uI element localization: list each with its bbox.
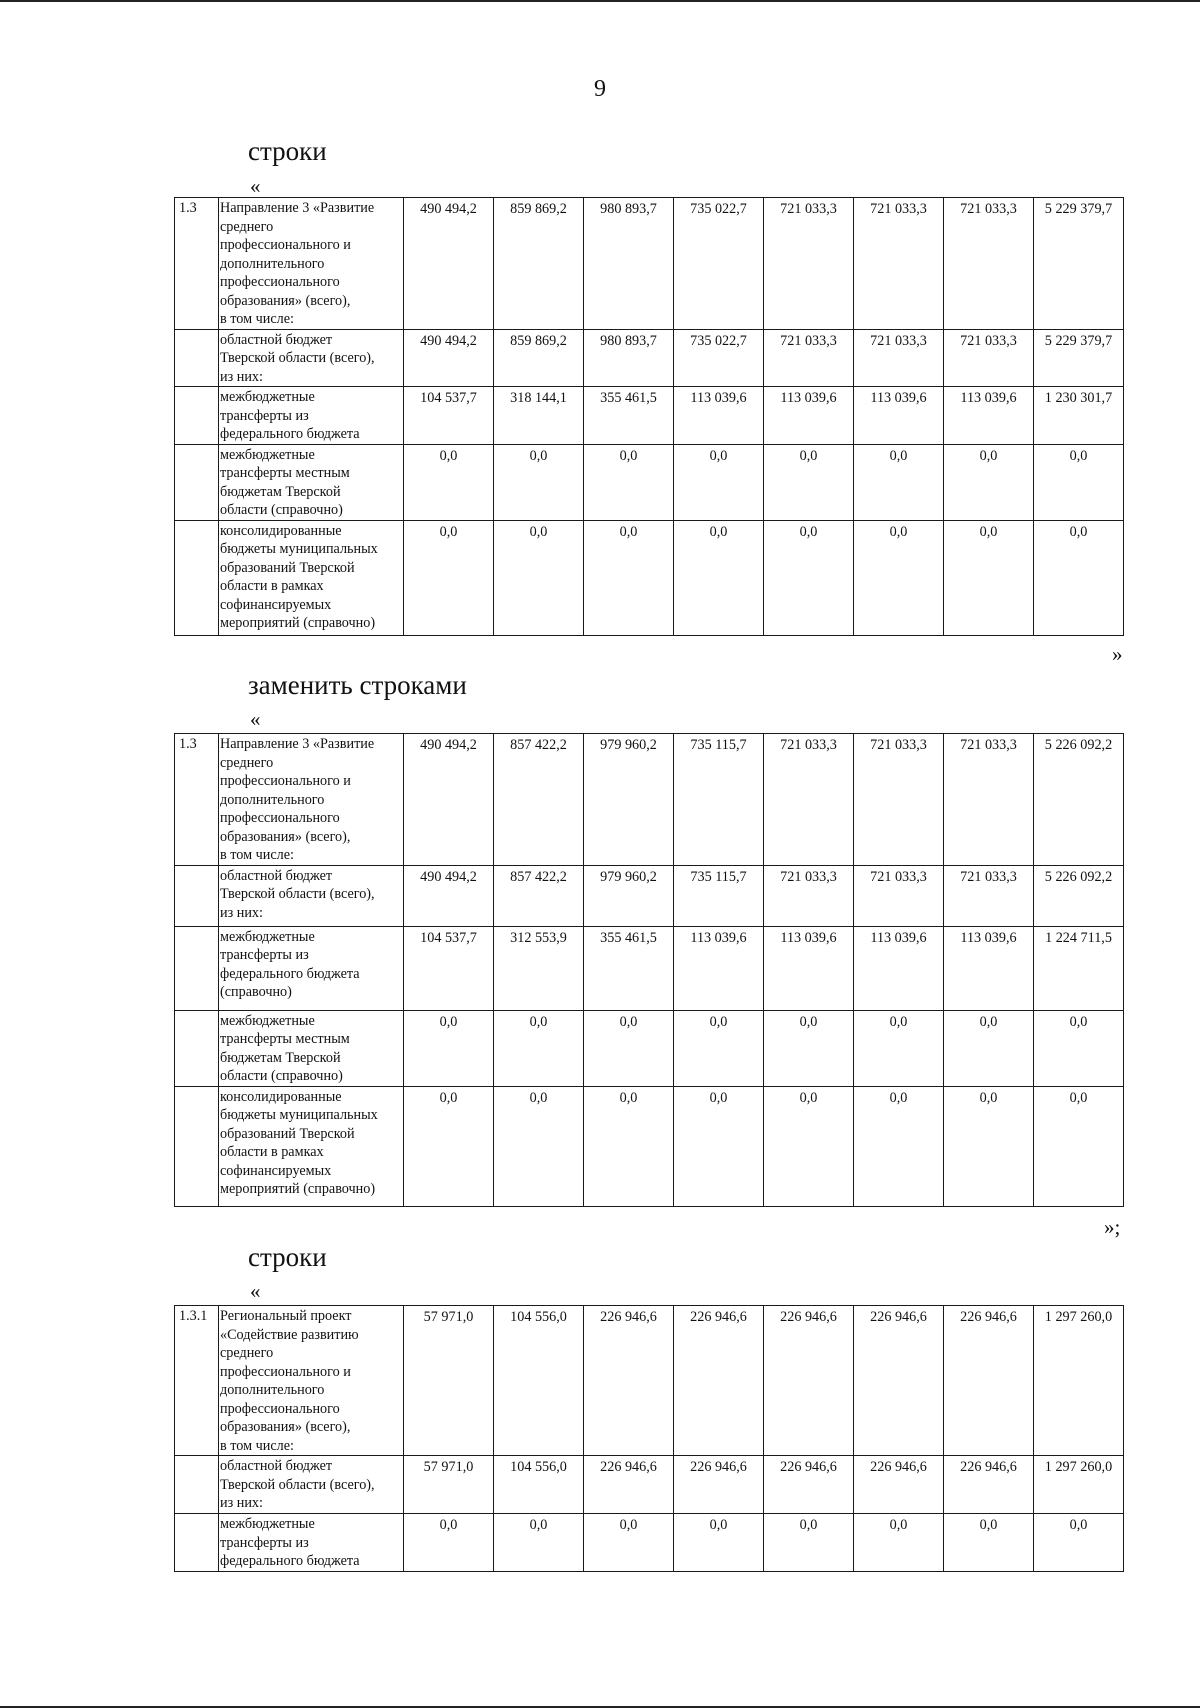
value-cell: 226 946,6	[854, 1456, 944, 1514]
block-2-heading: заменить строками	[248, 670, 467, 700]
table-row	[175, 444, 1124, 520]
value-cell: 113 039,6	[854, 926, 944, 1010]
value-cell: 318 144,1	[494, 387, 584, 445]
value-cell: 0,0	[764, 1010, 854, 1086]
value-cell: 226 946,6	[674, 1456, 764, 1514]
value-cell: 0,0	[854, 1086, 944, 1206]
value-cell: 5 229 379,7	[1034, 329, 1124, 387]
table-row	[175, 865, 1124, 926]
row-number	[175, 1010, 219, 1086]
value-cell: 721 033,3	[854, 865, 944, 926]
table-row	[175, 734, 1124, 866]
value-cell: 104 556,0	[494, 1456, 584, 1514]
value-cell: 735 115,7	[674, 734, 764, 866]
block-1-heading: строки	[248, 136, 327, 166]
value-cell: 104 537,7	[404, 387, 494, 445]
value-cell: 721 033,3	[944, 198, 1034, 330]
value-cell: 0,0	[1034, 1010, 1124, 1086]
row-label: Региональный проект «Содействие развитию среднего профессионального и дополнительного профессионального образования» (всего), в том числе:	[219, 1306, 404, 1456]
value-cell: 226 946,6	[764, 1306, 854, 1456]
row-number	[175, 329, 219, 387]
value-cell: 735 022,7	[674, 329, 764, 387]
value-cell: 57 971,0	[404, 1456, 494, 1514]
row-label: межбюджетные трансферты из федерального бюджета	[219, 387, 404, 445]
value-cell: 0,0	[764, 444, 854, 520]
value-cell: 57 971,0	[404, 1306, 494, 1456]
value-cell: 0,0	[674, 520, 764, 635]
row-number: 1.3	[175, 198, 219, 330]
value-cell: 226 946,6	[584, 1456, 674, 1514]
table-row	[175, 198, 1124, 330]
value-cell: 113 039,6	[764, 387, 854, 445]
block-2-table	[174, 733, 1124, 1207]
value-cell: 721 033,3	[854, 734, 944, 866]
value-cell: 0,0	[584, 444, 674, 520]
value-cell: 490 494,2	[404, 329, 494, 387]
value-cell: 0,0	[854, 520, 944, 635]
value-cell: 226 946,6	[854, 1306, 944, 1456]
value-cell: 735 115,7	[674, 865, 764, 926]
table-row	[175, 1086, 1124, 1206]
value-cell: 0,0	[1034, 1086, 1124, 1206]
block-1-close-quote: »	[1112, 642, 1123, 666]
row-label: межбюджетные трансферты из федерального бюджета	[219, 1514, 404, 1572]
value-cell: 721 033,3	[764, 198, 854, 330]
value-cell: 226 946,6	[944, 1456, 1034, 1514]
value-cell: 857 422,2	[494, 734, 584, 866]
value-cell: 0,0	[404, 1086, 494, 1206]
value-cell: 0,0	[1034, 1514, 1124, 1572]
block-3-heading: строки	[248, 1242, 327, 1272]
value-cell: 113 039,6	[944, 926, 1034, 1010]
value-cell: 721 033,3	[944, 865, 1034, 926]
value-cell: 355 461,5	[584, 387, 674, 445]
row-label: межбюджетные трансферты местным бюджетам Тверской области (справочно)	[219, 444, 404, 520]
value-cell: 721 033,3	[764, 329, 854, 387]
value-cell: 0,0	[854, 1514, 944, 1572]
value-cell: 355 461,5	[584, 926, 674, 1010]
value-cell: 5 226 092,2	[1034, 734, 1124, 866]
table-row	[175, 1456, 1124, 1514]
row-number	[175, 926, 219, 1010]
value-cell: 0,0	[584, 1010, 674, 1086]
value-cell: 113 039,6	[764, 926, 854, 1010]
row-number: 1.3.1	[175, 1306, 219, 1456]
value-cell: 226 946,6	[674, 1306, 764, 1456]
value-cell: 0,0	[494, 1514, 584, 1572]
value-cell: 0,0	[764, 1514, 854, 1572]
page-number: 9	[594, 76, 606, 102]
table-row	[175, 387, 1124, 445]
value-cell: 1 297 260,0	[1034, 1306, 1124, 1456]
block-3-open-quote: «	[250, 1279, 261, 1303]
value-cell: 226 946,6	[584, 1306, 674, 1456]
value-cell: 5 229 379,7	[1034, 198, 1124, 330]
value-cell: 0,0	[494, 1086, 584, 1206]
value-cell: 721 033,3	[854, 329, 944, 387]
value-cell: 721 033,3	[764, 734, 854, 866]
value-cell: 0,0	[674, 1086, 764, 1206]
value-cell: 721 033,3	[764, 865, 854, 926]
value-cell: 980 893,7	[584, 329, 674, 387]
row-label: областной бюджет Тверской области (всего), из них:	[219, 329, 404, 387]
value-cell: 0,0	[854, 1010, 944, 1086]
value-cell: 0,0	[944, 444, 1034, 520]
value-cell: 113 039,6	[944, 387, 1034, 445]
value-cell: 0,0	[944, 1514, 1034, 1572]
value-cell: 0,0	[944, 1086, 1034, 1206]
row-label: Направление 3 «Развитие среднего профессионального и дополнительного профессионального образования» (всего), в том числе:	[219, 734, 404, 866]
value-cell: 104 537,7	[404, 926, 494, 1010]
value-cell: 5 226 092,2	[1034, 865, 1124, 926]
value-cell: 0,0	[674, 1514, 764, 1572]
value-cell: 0,0	[1034, 444, 1124, 520]
value-cell: 226 946,6	[944, 1306, 1034, 1456]
row-number	[175, 1514, 219, 1572]
value-cell: 721 033,3	[944, 329, 1034, 387]
row-label: областной бюджет Тверской области (всего), из них:	[219, 865, 404, 926]
value-cell: 0,0	[494, 1010, 584, 1086]
value-cell: 0,0	[944, 520, 1034, 635]
value-cell: 0,0	[584, 1514, 674, 1572]
value-cell: 0,0	[404, 1514, 494, 1572]
value-cell: 859 869,2	[494, 329, 584, 387]
value-cell: 0,0	[1034, 520, 1124, 635]
value-cell: 113 039,6	[854, 387, 944, 445]
value-cell: 0,0	[584, 1086, 674, 1206]
row-number: 1.3	[175, 734, 219, 866]
value-cell: 857 422,2	[494, 865, 584, 926]
value-cell: 979 960,2	[584, 865, 674, 926]
value-cell: 980 893,7	[584, 198, 674, 330]
table-row	[175, 520, 1124, 635]
value-cell: 1 224 711,5	[1034, 926, 1124, 1010]
value-cell: 226 946,6	[764, 1456, 854, 1514]
block-2-open-quote: «	[250, 707, 261, 731]
value-cell: 113 039,6	[674, 387, 764, 445]
value-cell: 979 960,2	[584, 734, 674, 866]
value-cell: 0,0	[854, 444, 944, 520]
value-cell: 104 556,0	[494, 1306, 584, 1456]
value-cell: 859 869,2	[494, 198, 584, 330]
value-cell: 0,0	[944, 1010, 1034, 1086]
table-row	[175, 329, 1124, 387]
table-row	[175, 1514, 1124, 1572]
row-label: межбюджетные трансферты из федерального бюджета (справочно)	[219, 926, 404, 1010]
page-top-border	[0, 0, 1200, 2]
value-cell: 1 297 260,0	[1034, 1456, 1124, 1514]
table-row	[175, 1306, 1124, 1456]
row-label: областной бюджет Тверской области (всего), из них:	[219, 1456, 404, 1514]
value-cell: 0,0	[494, 444, 584, 520]
value-cell: 0,0	[674, 444, 764, 520]
row-label: межбюджетные трансферты местным бюджетам Тверской области (справочно)	[219, 1010, 404, 1086]
row-label: консолидированные бюджеты муниципальных образований Тверской области в рамках софинансируемых мероприятий (справочно)	[219, 1086, 404, 1206]
value-cell: 0,0	[584, 520, 674, 635]
row-label: Направление 3 «Развитие среднего профессионального и дополнительного профессионального образования» (всего), в том числе:	[219, 198, 404, 330]
value-cell: 490 494,2	[404, 198, 494, 330]
block-2-close-quote: »;	[1104, 1215, 1121, 1239]
row-number	[175, 865, 219, 926]
value-cell: 0,0	[494, 520, 584, 635]
table-row	[175, 1010, 1124, 1086]
value-cell: 490 494,2	[404, 865, 494, 926]
value-cell: 312 553,9	[494, 926, 584, 1010]
row-number	[175, 444, 219, 520]
row-number	[175, 1456, 219, 1514]
block-1-open-quote: «	[250, 174, 261, 198]
block-3-table	[174, 1305, 1124, 1572]
row-number	[175, 1086, 219, 1206]
row-number	[175, 520, 219, 635]
value-cell: 735 022,7	[674, 198, 764, 330]
table-row	[175, 926, 1124, 1010]
value-cell: 0,0	[674, 1010, 764, 1086]
value-cell: 0,0	[764, 1086, 854, 1206]
value-cell: 113 039,6	[674, 926, 764, 1010]
value-cell: 0,0	[404, 444, 494, 520]
block-1-table	[174, 197, 1124, 636]
value-cell: 0,0	[404, 520, 494, 635]
value-cell: 0,0	[404, 1010, 494, 1086]
value-cell: 490 494,2	[404, 734, 494, 866]
row-number	[175, 387, 219, 445]
row-label: консолидированные бюджеты муниципальных образований Тверской области в рамках софинансируемых мероприятий (справочно)	[219, 520, 404, 635]
value-cell: 1 230 301,7	[1034, 387, 1124, 445]
value-cell: 0,0	[764, 520, 854, 635]
value-cell: 721 033,3	[854, 198, 944, 330]
value-cell: 721 033,3	[944, 734, 1034, 866]
